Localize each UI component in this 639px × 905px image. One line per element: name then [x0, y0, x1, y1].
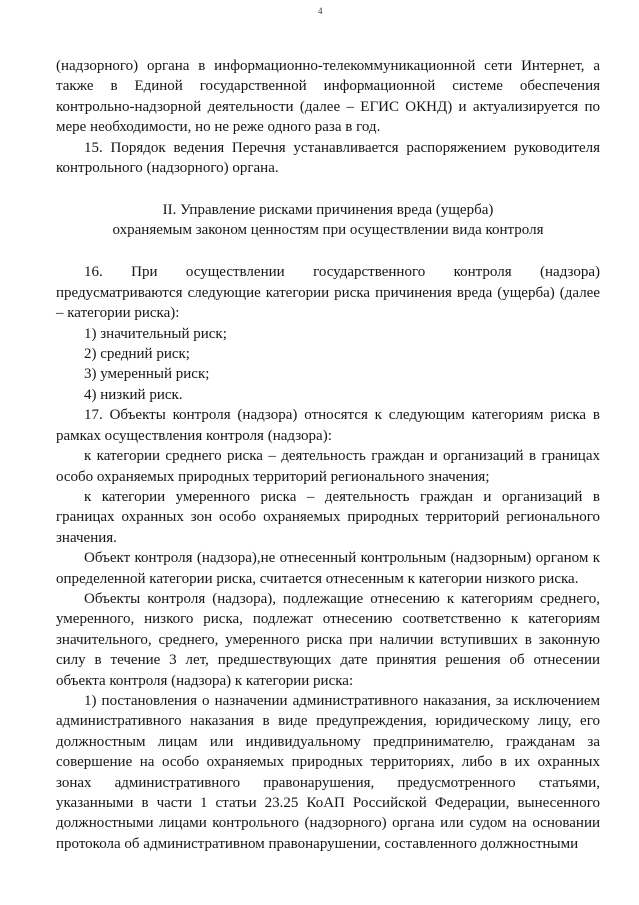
paragraph-objects-reassignment: Объекты контроля (надзора), подлежащие отнесению к категориям среднего, умеренного, низкого риска, подлежат отнесению соответственно к категориям значительного, среднего, умеренного риска при наличии вступивших в законную силу в течение 3 лет, предшествующих дате принятия решения об отнесении объекта контроля (надзора) к категории риска: [56, 590, 600, 689]
risk-list-item: 1) значительный риск; [84, 325, 227, 342]
risk-list-item: 2) средний риск; [84, 346, 190, 363]
page-number-mark: 4 [318, 6, 323, 16]
section-heading-line-2: охраняемым законом ценностям при осуществлении вида контроля [112, 222, 544, 239]
paragraph-15: 15. Порядок ведения Перечня устанавливается распоряжением руководителя контрольного (надзорного) органа. [56, 139, 600, 177]
section-heading [56, 200, 600, 240]
paragraph-17-medium-risk: к категории среднего риска – деятельность граждан и организаций в границах особо охраняемых природных территорий регионального значения; [56, 448, 600, 485]
paragraph-continuation: (надзорного) органа в информационно-телекоммуникационной сети Интернет, а также в Единой государственной информационной системе обеспечения контрольно-надзорной деятельности (далее – ЕГИС ОКНД) и актуализируется по мере необходимости, но не реже одного раза в год. [56, 58, 600, 136]
paragraph-unassigned-object: Объект контроля (надзора),не отнесенный контрольным (надзорным) органом к определенной категории риска, считается отнесенным к категории низкого риска. [56, 550, 600, 587]
paragraph-17: 17. Объекты контроля (надзора) относятся к следующим категориям риска в рамках осуществления контроля (надзора): [56, 407, 600, 444]
risk-list-item: 4) низкий риск. [84, 386, 183, 403]
document-body [56, 56, 600, 854]
paragraph-16: 16. При осуществлении государственного контроля (надзора) предусматриваются следующие категории риска причинения вреда (ущерба) (далее – категории риска): [56, 264, 600, 322]
paragraph-17-moderate-risk: к категории умеренного риска – деятельность граждан и организаций в границах охранных зон особо охраняемых природных территорий регионального значения. [56, 488, 600, 546]
paragraph-item-1: 1) постановления о назначении административного наказания, за исключением административного наказания в виде предупреждения, юридическому лицу, его должностным лицам или индивидуальному предпринимателю, гражданам за совершение на особо охраняемых природных территориях, либо в их охранных зонах административного правонарушения, предусмотренного статьями, указанными в части 1 статьи 23.25 КоАП Российской Федерации, вынесенного должностными лицами контрольного (надзорного) органа или судом на основании протокола об административном правонарушении, составленного должностными [56, 692, 600, 852]
section-heading-line-1: II. Управление рисками причинения вреда (ущерба) [162, 202, 494, 219]
risk-list-item: 3) умеренный риск; [84, 366, 210, 383]
